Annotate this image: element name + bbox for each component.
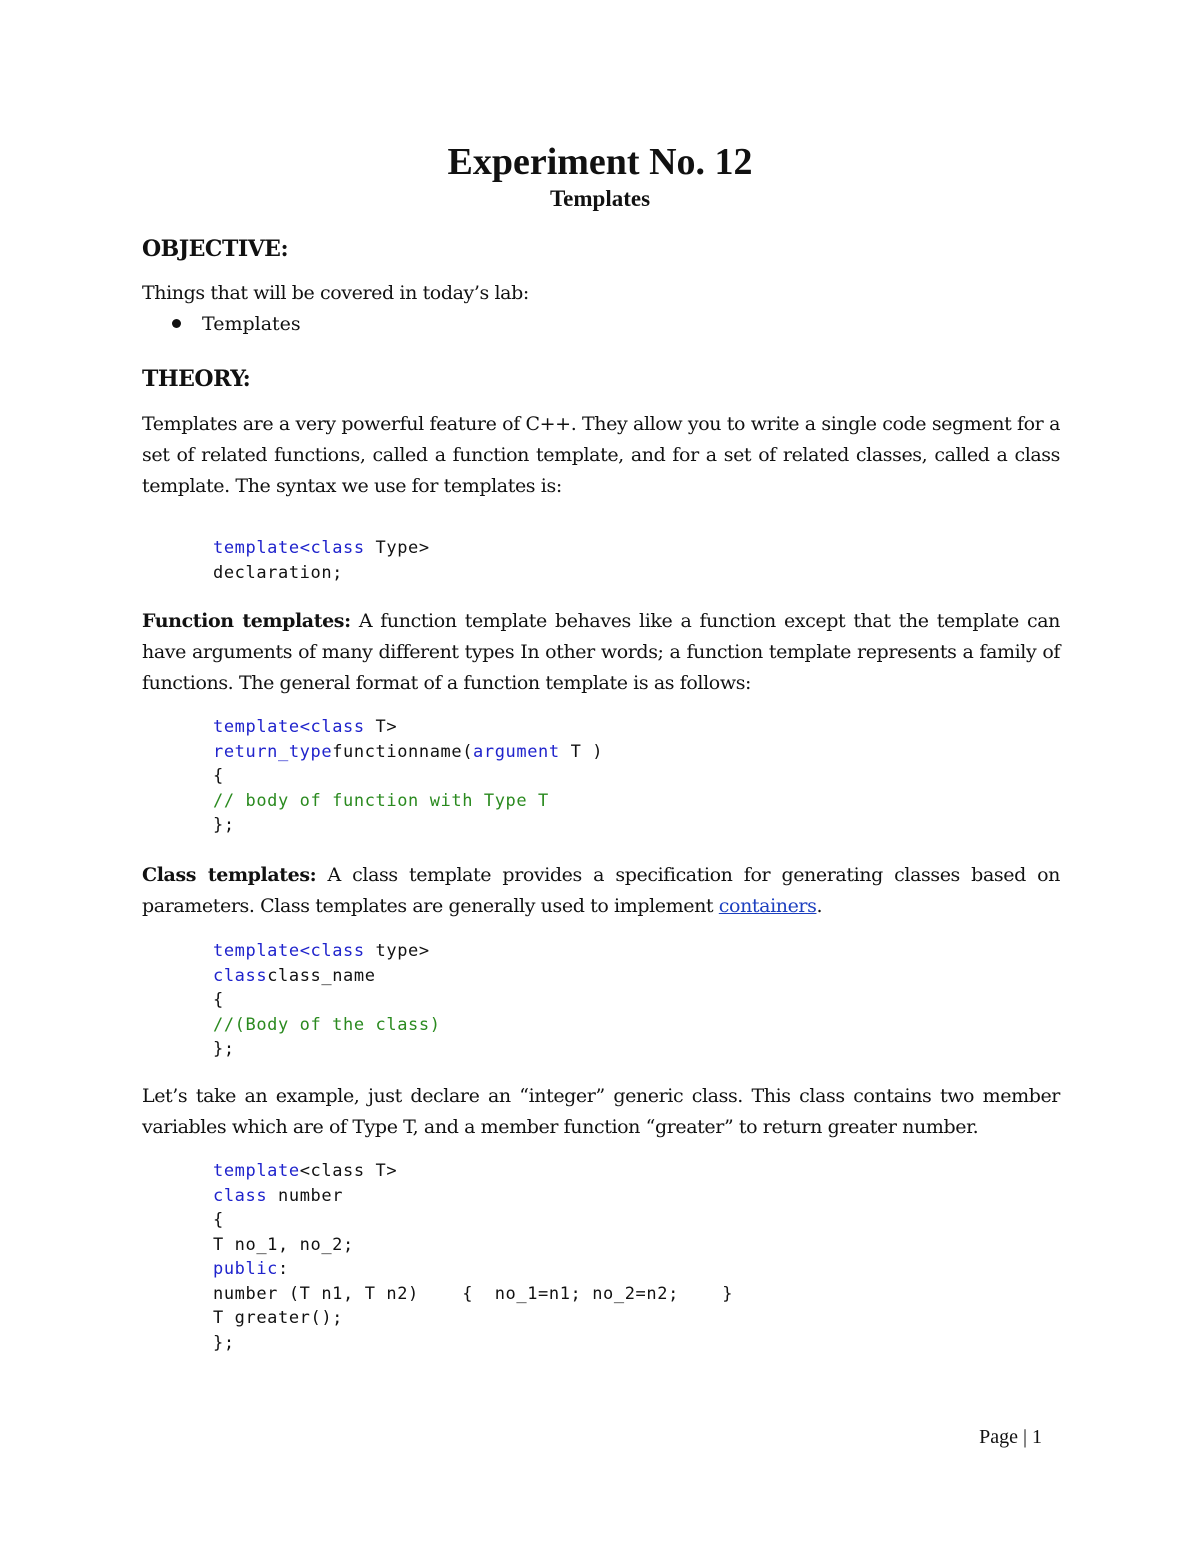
objective-bullet <box>172 313 301 335</box>
code-keyword: template <box>213 941 300 961</box>
code-keyword: <class <box>299 717 365 737</box>
code-block-class <box>213 939 441 1062</box>
code-keyword: class <box>213 965 268 986</box>
code-keyword: argument <box>473 741 560 762</box>
example-paragraph: Let’s take an example, just declare an “integer” generic class. This class contains two member variables which are of Type T, and a member function “greater” to return greater number. <box>142 1085 1060 1138</box>
code-text: class_name <box>267 965 376 986</box>
code-text: number (T n1, T n2) { no_1=n1; no_2=n2; } <box>213 1283 734 1304</box>
containers-link[interactable]: containers <box>718 895 817 917</box>
code-keyword: class <box>213 1185 268 1206</box>
code-comment: //(Body of the class) <box>213 1014 441 1035</box>
function-templates-label: Function templates: <box>142 610 351 632</box>
code-keyword: <class <box>299 538 365 558</box>
code-keyword: template <box>213 1161 300 1181</box>
page-number: Page | 1 <box>979 1426 1042 1448</box>
code-text: <class T> <box>299 1161 398 1181</box>
bullet-text: Templates <box>202 313 301 335</box>
page-title: Experiment No. 12 <box>447 141 753 183</box>
class-templates-label: Class templates: <box>142 864 317 886</box>
code-comment: // body of function with Type T <box>213 790 549 811</box>
code-keyword: public <box>213 1259 279 1279</box>
code-text: T greater(); <box>213 1308 344 1328</box>
code-text: T ) <box>559 741 604 762</box>
page-subtitle: Templates <box>549 186 651 211</box>
function-templates-text: A function template behaves like a function except that the template can have arguments of many different types In other words; a function template represents a family of functions. The general format of a function template is as follows: <box>142 610 1060 694</box>
bullet-dot-icon <box>172 319 181 328</box>
code-block-example <box>213 1159 733 1355</box>
code-block-function <box>213 715 603 838</box>
code-text: }; <box>213 815 235 835</box>
code-keyword: template <box>213 538 300 558</box>
class-templates-text: A class template provides a specification for generating classes based on parameters. Class templates are generally used to implement <box>142 864 1060 917</box>
class-templates-paragraph <box>142 860 1060 922</box>
code-keyword: <class <box>299 941 365 961</box>
code-text: }; <box>213 1332 235 1353</box>
code-text: { <box>213 990 224 1010</box>
code-text: : <box>278 1259 289 1279</box>
code-text: number <box>267 1185 344 1206</box>
class-templates-end: . <box>816 895 823 917</box>
code-text: T> <box>364 717 398 737</box>
code-keyword: return_type <box>213 741 333 762</box>
function-templates-paragraph <box>142 606 1060 699</box>
code-text: }; <box>213 1039 235 1059</box>
code-text: functionname( <box>332 741 474 762</box>
code-text: declaration; <box>213 562 344 583</box>
code-text: type> <box>364 941 430 961</box>
objective-heading: OBJECTIVE: <box>142 236 289 262</box>
code-text: { <box>213 1210 224 1230</box>
theory-heading: THEORY: <box>142 366 251 392</box>
code-block-syntax <box>213 536 430 585</box>
objective-intro: Things that will be covered in today’s lab: <box>142 282 529 304</box>
code-text: { <box>213 766 224 786</box>
code-keyword: template <box>213 717 300 737</box>
code-text: T no_1, no_2; <box>213 1234 354 1255</box>
code-text: Type> <box>364 538 430 558</box>
theory-paragraph: Templates are a very powerful feature of C++. They allow you to write a single code segment for a set of related functions, called a function template, and for a set of related classes, called a class template. The syntax we use for templates is: <box>142 413 1060 497</box>
